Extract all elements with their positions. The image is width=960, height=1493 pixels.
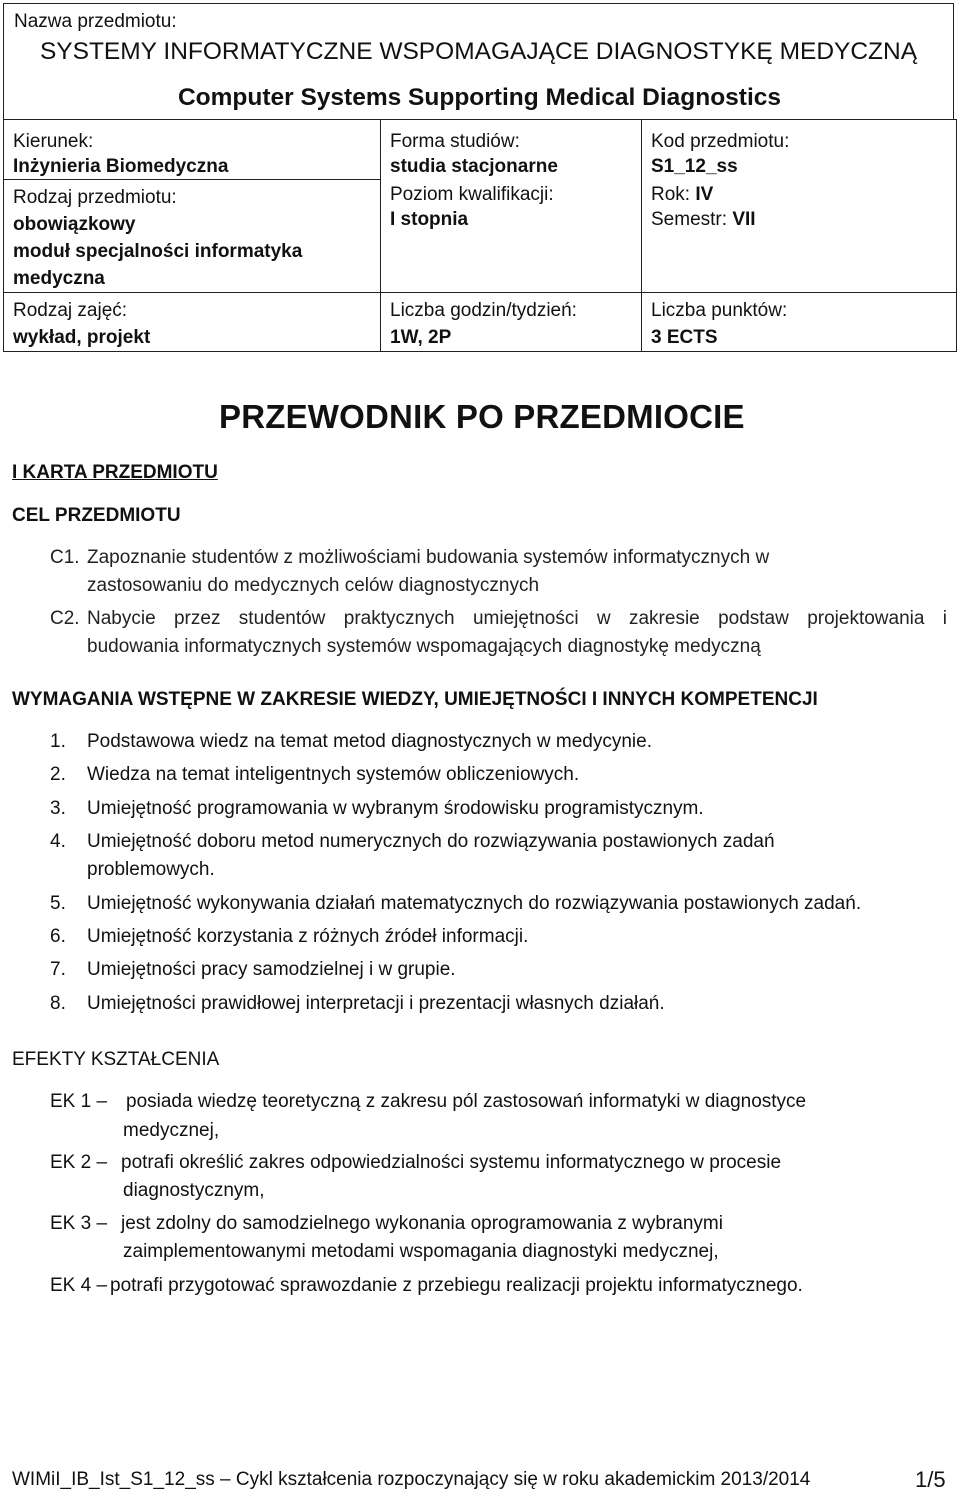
- punkty-value: 3 ECTS: [651, 327, 718, 348]
- kod-cell: [642, 120, 957, 293]
- rok-row: [651, 182, 947, 207]
- cel-2-line1: Nabycie przez studentów praktycznych umiejętności w zakresie podstaw projektowania i: [87, 608, 947, 629]
- wymaganie-8-num: 8.: [50, 993, 66, 1014]
- kierunek-value: Inżynieria Biomedyczna: [13, 156, 229, 177]
- semestr-value: VII: [732, 209, 756, 230]
- page-title: PRZEWODNIK PO PRZEDMIOCIE: [219, 398, 745, 435]
- efekt-1-line2: medycznej,: [123, 1120, 220, 1141]
- efekt-1-line1: posiada wiedzę teoretyczną z zakresu pól zastosowań informatyki w diagnostyce: [126, 1091, 807, 1112]
- efekt-3-line2: zaimplementowanymi metodami wspomagania diagnostyki medycznej,: [123, 1241, 719, 1262]
- rok-label: Rok:: [651, 184, 691, 205]
- wymaganie-5-num: 5.: [50, 893, 66, 914]
- rodzaj-przedmiotu-label: Rodzaj przedmiotu:: [13, 187, 177, 208]
- rodzaj-zajec-value: wykład, projekt: [13, 327, 151, 348]
- wymagania-heading: WYMAGANIA WSTĘPNE W ZAKRESIE WIEDZY, UMIEJĘTNOŚCI I INNYCH KOMPETENCJI: [12, 689, 818, 710]
- rodzaj-zajec-label: Rodzaj zajęć:: [13, 300, 128, 321]
- efekt-3-line1: jest zdolny do samodzielnego wykonania oprogramowania z wybranymi: [121, 1213, 723, 1234]
- course-title-en: Computer Systems Supporting Medical Diagnostics: [177, 84, 782, 111]
- footer-text: WIMiI_IB_Ist_S1_12_ss – Cykl kształcenia rozpoczynający się w roku akademickim 2013/2014: [12, 1469, 811, 1490]
- wymaganie-2-num: 2.: [50, 764, 66, 785]
- poziom-label: Poziom kwalifikacji:: [390, 184, 554, 205]
- rodzaj-zajec-cell: [4, 293, 381, 352]
- rodzaj-przedmiotu-cell: [4, 180, 381, 293]
- wymaganie-4-num: 4.: [50, 831, 66, 852]
- godziny-value: 1W, 2P: [390, 327, 452, 348]
- wymaganie-7-num: 7.: [50, 959, 66, 980]
- wymaganie-3-num: 3.: [50, 798, 66, 819]
- wymaganie-2-text: Wiedza na temat inteligentnych systemów obliczeniowych.: [87, 764, 580, 785]
- page-number: 1/5: [915, 1467, 946, 1492]
- godziny-cell: [381, 293, 642, 352]
- course-name-box: [3, 3, 954, 119]
- wymaganie-4-text-cont: problemowych.: [87, 859, 215, 880]
- forma-label: Forma studiów:: [390, 131, 520, 152]
- efekt-3-label: EK 3 –: [50, 1213, 108, 1234]
- wymaganie-4-text: Umiejętność doboru metod numerycznych do rozwiązywania postawionych zadań: [87, 831, 775, 852]
- punkty-cell: [642, 293, 957, 352]
- punkty-label: Liczba punktów:: [651, 300, 788, 321]
- cel-1-line2: zastosowaniu do medycznych celów diagnostycznych: [87, 575, 540, 596]
- wymaganie-5-text: Umiejętność wykonywania działań matematycznych do rozwiązywania postawionych zadań.: [87, 893, 862, 914]
- cel-1-num: C1.: [50, 547, 80, 568]
- wymaganie-6-num: 6.: [50, 926, 66, 947]
- efekt-4-label: EK 4 –: [50, 1275, 108, 1296]
- poziom-value: I stopnia: [390, 209, 469, 230]
- wymaganie-8-text: Umiejętności prawidłowej interpretacji i prezentacji własnych działań.: [87, 993, 665, 1014]
- course-info-table: [3, 119, 957, 352]
- efekt-2-label: EK 2 –: [50, 1152, 108, 1173]
- kierunek-cell: [4, 120, 381, 180]
- cel-2-num: C2.: [50, 608, 80, 629]
- wymaganie-6-text: Umiejętność korzystania z różnych źródeł informacji.: [87, 926, 529, 947]
- efekty-heading: EFEKTY KSZTAŁCENIA: [12, 1049, 220, 1070]
- semestr-label: Semestr:: [651, 209, 728, 230]
- efekt-1-label: EK 1 –: [50, 1091, 108, 1112]
- efekt-4-line1: potrafi przygotować sprawozdanie z przebiegu realizacji projektu informatycznego.: [110, 1275, 803, 1296]
- karta-heading: I KARTA PRZEDMIOTU: [12, 462, 218, 483]
- cel-1-line1: Zapoznanie studentów z możliwościami budowania systemów informatycznych w: [87, 547, 770, 568]
- wymaganie-7-text: Umiejętności pracy samodzielnej i w grupie.: [87, 959, 456, 980]
- forma-cell: [381, 120, 642, 293]
- forma-value: studia stacjonarne: [390, 156, 558, 177]
- wymaganie-1-text: Podstawowa wiedz na temat metod diagnostycznych w medycynie.: [87, 731, 652, 752]
- rodzaj-przedmiotu-value-1: obowiązkowy: [13, 214, 136, 235]
- godziny-label: Liczba godzin/tydzień:: [390, 300, 577, 321]
- kod-value: S1_12_ss: [651, 156, 738, 177]
- kod-label: Kod przedmiotu:: [651, 131, 790, 152]
- rok-value: IV: [695, 184, 714, 205]
- wymaganie-1-num: 1.: [50, 731, 66, 752]
- kierunek-label: Kierunek:: [13, 131, 94, 152]
- rodzaj-przedmiotu-value-3: medyczna: [13, 268, 105, 289]
- semestr-row: [651, 207, 947, 232]
- rodzaj-przedmiotu-value-2: moduł specjalności informatyka: [13, 241, 303, 262]
- cel-heading: CEL PRZEDMIOTU: [12, 505, 181, 526]
- cel-2-line2: budowania informatycznych systemów wspomagających diagnostykę medyczną: [87, 636, 761, 657]
- efekt-2-line1: potrafi określić zakres odpowiedzialności systemu informatycznego w procesie: [121, 1152, 782, 1173]
- wymaganie-3-text: Umiejętność programowania w wybranym środowisku programistycznym.: [87, 798, 704, 819]
- efekt-2-line2: diagnostycznym,: [123, 1180, 265, 1201]
- course-title-pl: SYSTEMY INFORMATYCZNE WSPOMAGAJĄCE DIAGNOSTYKĘ MEDYCZNĄ: [39, 38, 918, 65]
- course-name-label: Nazwa przedmiotu:: [14, 11, 177, 32]
